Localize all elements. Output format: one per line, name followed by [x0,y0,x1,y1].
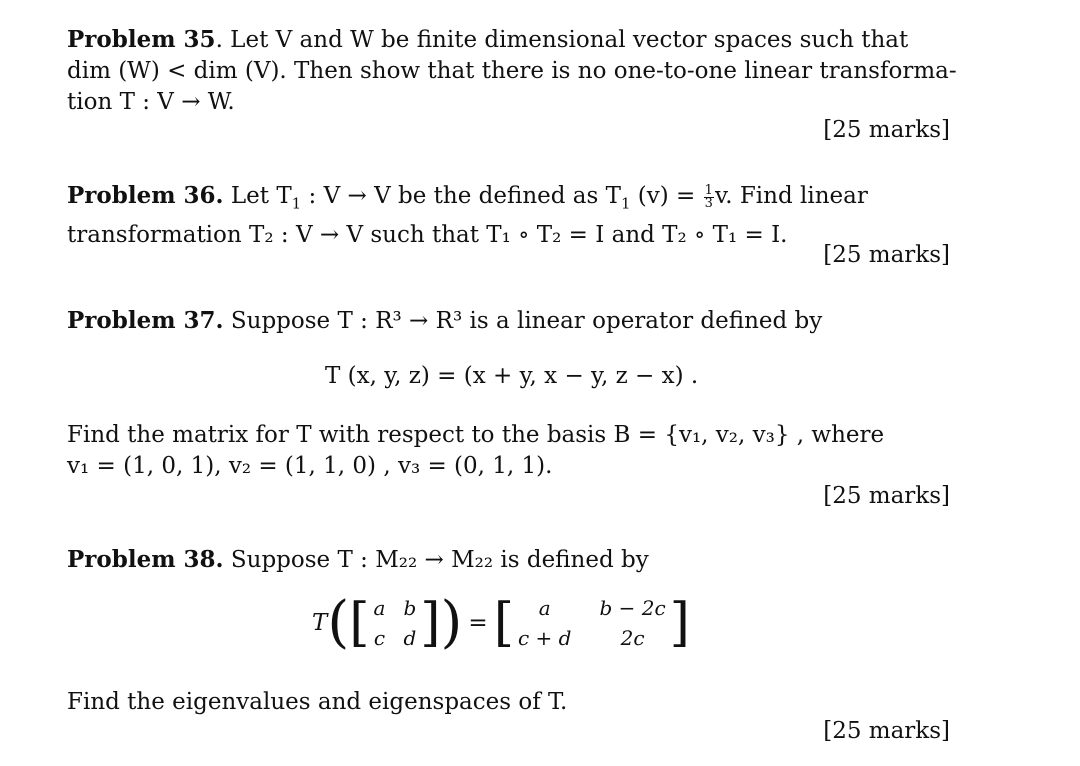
right-bracket: ] [420,593,441,653]
problem-36-marks: [25 marks] [823,242,950,268]
matrix-entry: d [403,626,417,650]
matrix-entry: c [373,626,386,650]
matrix-entry: c + d [517,626,572,650]
problem-35-label: Problem 35 [67,26,216,53]
right-paren: ) [440,590,463,655]
matrix-entry: a [538,596,551,620]
problem-37-line2: Find the matrix for T with respect to the basis B = {v₁, v₂, v₃} , where [67,422,885,448]
problem-37-equation: T (x, y, z) = (x + y, x − y, z − x) . [325,363,699,389]
matrix-entry: b − 2c [599,596,666,620]
fraction-denominator: 3 [704,195,713,211]
left-paren: ( [327,590,350,655]
problem-36-label: Problem 36. [67,182,224,209]
left-bracket: [ [349,593,370,653]
problem-36-text-d: v. Find linear [714,183,868,209]
fraction-numerator: 1 [704,182,713,198]
matrix-entry: b [403,596,417,620]
problem-38-equation [312,590,690,655]
problem-37-line1: Suppose T : R³ → R³ is a linear operator defined by [223,308,823,334]
problem-36-text-a: Let T [223,183,292,209]
problem-35-line1: . Let V and W be finite dimensional vector spaces such that [215,27,909,53]
problem-36-text-c: (v) = [630,183,703,209]
problem-37-basis [67,420,963,482]
problem-36-text-b: : V → V be the defined as T [301,183,621,209]
problem-38-line1: Suppose T : M₂₂ → M₂₂ is defined by [223,547,649,573]
input-matrix [370,596,421,650]
problem-35-line3: tion T : V → W. [67,89,235,115]
one-third-fraction [704,182,714,211]
problem-38-line2: Find the eigenvalues and eigenspaces of T. [67,689,568,715]
problem-38-marks: [25 marks] [823,718,950,744]
output-matrix [514,596,670,650]
left-bracket-2: [ [493,593,514,653]
problem-37-label: Problem 37. [67,307,224,334]
right-bracket-2: ] [669,593,690,653]
problem-35 [67,24,963,118]
problem-37-line3: v₁ = (1, 0, 1), v₂ = (1, 1, 0) , v₃ = (0, 1, 1). [67,453,553,479]
problem-36-line2: transformation T₂ : V → V such that T₁ ∘ T₂ = I and T₂ ∘ T₁ = I. [67,221,788,248]
problem-37-marks: [25 marks] [823,483,950,509]
problem-38-label: Problem 38. [67,546,224,573]
problem-35-marks: [25 marks] [823,117,950,143]
problem-35-line2: dim (W) < dim (V). Then show that there is no one-to-one linear transforma- [67,58,957,84]
problem-38 [67,544,963,576]
matrix-entry: 2c [620,626,645,650]
problem-36: Problem 36. Let $T_1$ : V → V be the defined as $T_1$ (v) = $\frac{1}{3}$ v. Find linear transformation T₂ : V → V such that T₁ ∘ T₂ = I and T₂ ∘ T₁ = I. [67,180,963,251]
operator-T: T [312,610,328,636]
equals-sign: = [468,610,488,636]
matrix-entry: a [373,596,386,620]
problem-37 [67,305,963,337]
